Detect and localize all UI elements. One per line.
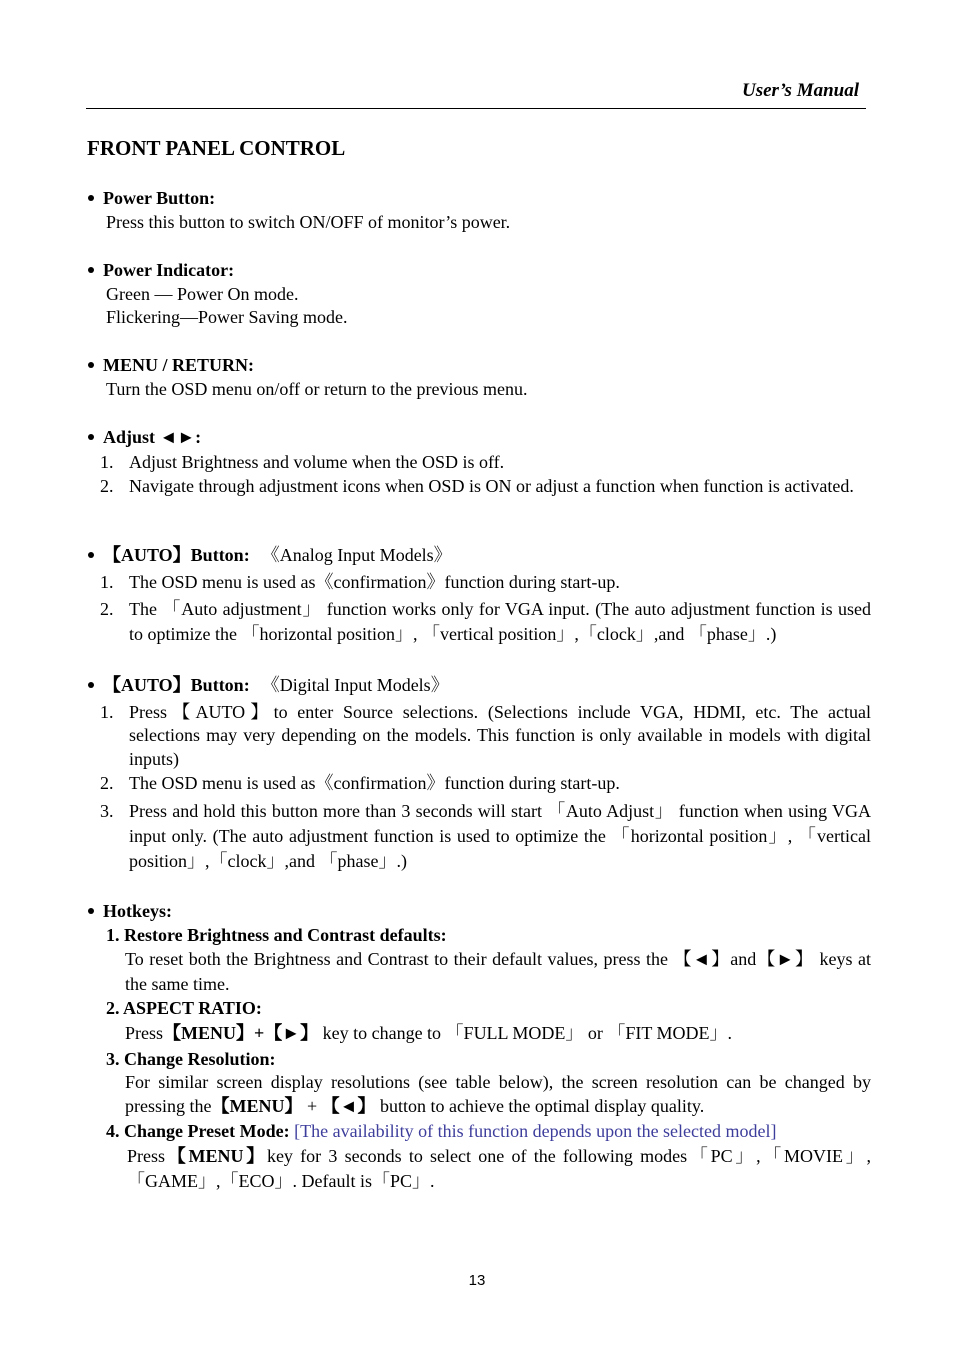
section-power-indicator bbox=[86, 259, 871, 330]
running-header: User’s Manual bbox=[741, 80, 859, 101]
hotkey-desc: For similar screen display resolutions (see table below), the screen resolution can be changed by pressing the【MENU】 + 【◄】 button to achieve the optimal display quality. bbox=[125, 1072, 871, 1116]
list-item: 2. The 「Auto adjustment」 function works only for VGA input. (The auto adjustment function is used to optimize the 「horizontal position」, 「vertical position」,「clock」,and 「phase」.) bbox=[100, 599, 871, 644]
hotkey-preset-mode bbox=[86, 1120, 871, 1194]
bullet-icon bbox=[88, 682, 94, 688]
bullet-icon bbox=[88, 267, 94, 273]
bullet-icon bbox=[88, 362, 94, 368]
hotkey-desc: Press【MENU】+【►】 key to change to 「FULL MODE」 or 「FIT MODE」. bbox=[125, 1022, 733, 1043]
section-subtitle: 《Analog Input Models》 bbox=[261, 545, 452, 565]
section-heading: Hotkeys: bbox=[103, 901, 172, 921]
hotkey-title: 3. Change Resolution: bbox=[106, 1048, 276, 1069]
page-title: FRONT PANEL CONTROL bbox=[87, 136, 346, 160]
hotkey-title: 1. Restore Brightness and Contrast defaults: bbox=[106, 924, 447, 945]
list-item: 2. Navigate through adjustment icons when OSD is ON or adjust a function when function is activated. bbox=[100, 476, 854, 496]
header-rule bbox=[86, 108, 866, 109]
list-item: 1. Press【AUTO】to enter Source selections. (Selections include VGA, HDMI, etc. The actual selections may very depending on the models. This function is only available in models with digital inputs) bbox=[100, 701, 871, 769]
key-combo: 【MENU】 bbox=[165, 1145, 267, 1166]
list-item: 2. The OSD menu is used as《confirmation》function during start-up. bbox=[100, 773, 620, 793]
key-combo: 【MENU】 bbox=[211, 1095, 303, 1116]
section-heading: 【AUTO】Button: bbox=[103, 545, 250, 565]
page-number: 13 bbox=[468, 1272, 486, 1289]
hotkey-restore bbox=[86, 924, 871, 998]
section-heading: Power Button: bbox=[103, 188, 216, 208]
section-subtitle: 《Digital Input Models》 bbox=[261, 675, 449, 695]
list-item: 1. The OSD menu is used as《confirmation》function during start-up. bbox=[100, 571, 620, 592]
section-auto-digital bbox=[86, 674, 871, 874]
hotkey-aspect-ratio bbox=[86, 997, 871, 1046]
hotkey-title: 2. ASPECT RATIO: bbox=[106, 998, 262, 1018]
section-power-button bbox=[86, 187, 871, 234]
bullet-icon bbox=[88, 552, 94, 558]
hotkey-resolution bbox=[86, 1048, 871, 1119]
section-auto-analog bbox=[86, 544, 871, 647]
section-heading: Adjust ◄►: bbox=[103, 427, 202, 447]
list-item: 1. Adjust Brightness and volume when the OSD is off. bbox=[100, 451, 505, 472]
key-combo: 【MENU】+【►】 bbox=[163, 1022, 319, 1043]
section-hotkeys bbox=[86, 900, 871, 1194]
section-desc: Turn the OSD menu on/off or return to the previous menu. bbox=[106, 378, 528, 399]
bullet-icon bbox=[88, 434, 94, 440]
hotkey-title-line: 4. Change Preset Mode: [The availability of this function depends upon the selected model] bbox=[106, 1121, 777, 1141]
hotkey-desc: To reset both the Brightness and Contrast to their default values, press the 【◄】and【►】 keys at the same time. bbox=[125, 949, 871, 994]
key-combo: 【◄】 bbox=[321, 1095, 376, 1116]
section-heading: 【AUTO】Button: bbox=[103, 675, 250, 695]
list-item: 3. Press and hold this button more than 3 seconds will start 「Auto Adjust」 function when using VGA input only. (The auto adjustment function is used to optimize the 「horizontal position」, 「vertical position」,「clock」,and 「phase」.) bbox=[100, 800, 871, 871]
bullet-icon bbox=[88, 908, 94, 914]
section-menu-return bbox=[86, 354, 871, 401]
indicator-line-flicker: Flickering—Power Saving mode. bbox=[106, 307, 348, 327]
section-heading: Power Indicator: bbox=[103, 260, 235, 280]
section-adjust bbox=[86, 426, 871, 499]
section-heading: MENU / RETURN: bbox=[103, 355, 254, 375]
indicator-line-green: Green — Power On mode. bbox=[106, 283, 299, 304]
hotkey-desc: Press【MENU】key for 3 seconds to select one of the following modes「PC」,「MOVIE」,「GAME」,「ECO」. Default is「PC」. bbox=[127, 1145, 871, 1191]
availability-note: [The availability of this function depends upon the selected model] bbox=[294, 1121, 777, 1141]
bullet-icon bbox=[88, 195, 94, 201]
section-desc: Press this button to switch ON/OFF of monitor’s power. bbox=[106, 211, 511, 232]
